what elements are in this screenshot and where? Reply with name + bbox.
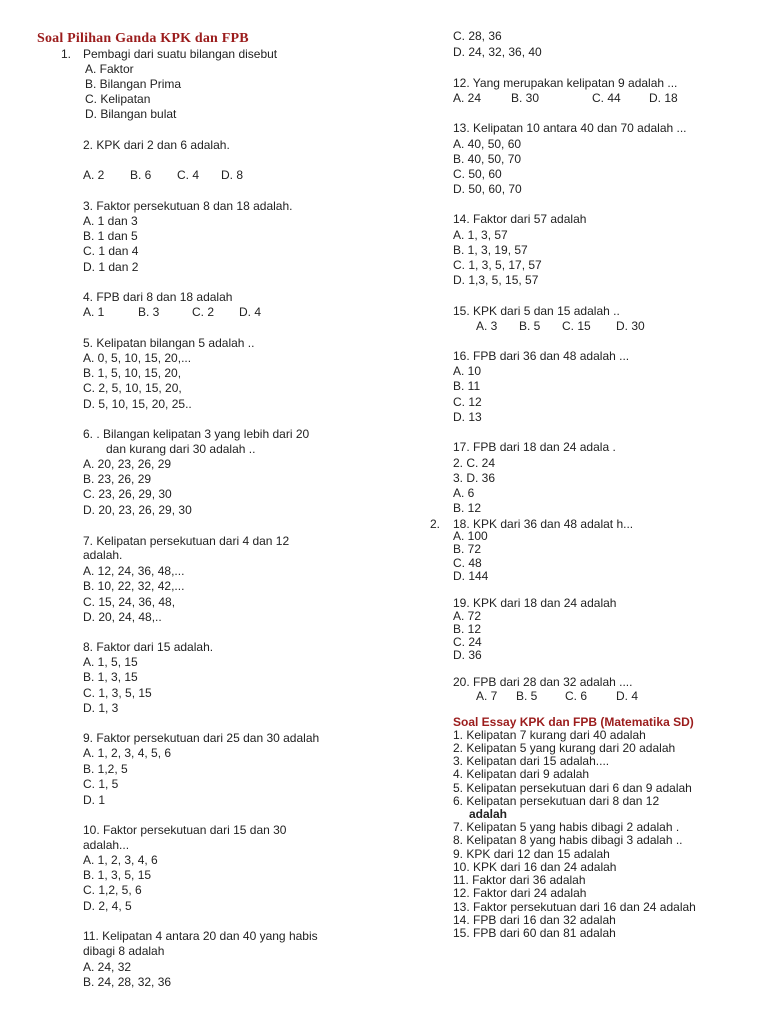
question-17-option-2: 3. D. 36	[453, 471, 496, 485]
question-16-option-a: A. 10	[453, 364, 482, 378]
question-7-option-a: A. 12, 24, 36, 48,...	[83, 564, 185, 578]
question-2-text: 2. KPK dari 2 dan 6 adalah.	[83, 138, 230, 152]
question-17-option-1: 2. C. 24	[453, 456, 496, 470]
question-1-option-c: C. Kelipatan	[85, 92, 151, 106]
question-4-option-c: C. 2	[192, 305, 215, 319]
question-6-option-c: C. 23, 26, 29, 30	[83, 487, 172, 501]
question-20-option-a: A. 7	[476, 689, 498, 703]
question-7-text-cont: adalah.	[83, 548, 123, 562]
question-9-option-b: B. 1,2, 5	[83, 762, 128, 776]
question-4-option-d: D. 4	[239, 305, 262, 319]
question-9-text: 9. Faktor persekutuan dari 25 dan 30 adalah	[83, 731, 320, 745]
question-7-option-d: D. 20, 24, 48,..	[83, 610, 162, 624]
question-17-option-3: A. 6	[453, 486, 475, 500]
essay-item-6-cont: adalah	[469, 807, 508, 821]
essay-item-4: 4. Kelipatan dari 9 adalah	[453, 767, 590, 781]
question-6-option-b: B. 23, 26, 29	[83, 472, 152, 486]
question-6-option-d: D. 20, 23, 26, 29, 30	[83, 503, 192, 517]
question-2-option-c: C. 4	[177, 168, 200, 182]
question-19-option-d: D. 36	[453, 648, 482, 662]
question-3-option-b: B. 1 dan 5	[83, 229, 138, 243]
question-18-number: 2.	[430, 517, 441, 531]
question-2-option-d: D. 8	[221, 168, 244, 182]
question-3-option-a: A. 1 dan 3	[83, 214, 138, 228]
essay-item-6: 6. Kelipatan persekutuan dari 8 dan 12	[453, 794, 660, 808]
question-11-option-c: C. 28, 36	[453, 29, 502, 43]
question-6-option-a: A. 20, 23, 26, 29	[83, 457, 172, 471]
question-16-text: 16. FPB dari 36 dan 48 adalah ...	[453, 349, 630, 363]
question-9-option-a: A. 1, 2, 3, 4, 5, 6	[83, 746, 172, 760]
question-1-number: 1.	[61, 47, 72, 61]
question-10-text-cont: adalah...	[83, 838, 130, 852]
question-5-option-b: B. 1, 5, 10, 15, 20,	[83, 366, 182, 380]
question-16-option-d: D. 13	[453, 410, 482, 424]
essay-item-8: 8. Kelipatan 8 yang habis dibagi 3 adalah ..	[453, 833, 683, 847]
question-11-option-a: A. 24, 32	[83, 960, 132, 974]
question-10-text: 10. Faktor persekutuan dari 15 dan 30	[83, 823, 287, 837]
question-19-option-c: C. 24	[453, 635, 482, 649]
essay-item-15: 15. FPB dari 60 dan 81 adalah	[453, 926, 616, 940]
question-5-option-d: D. 5, 10, 15, 20, 25..	[83, 397, 192, 411]
question-20-option-d: D. 4	[616, 689, 639, 703]
essay-item-7: 7. Kelipatan 5 yang habis dibagi 2 adalah .	[453, 820, 680, 834]
question-16-option-b: B. 11	[453, 379, 481, 393]
question-4-text: 4. FPB dari 8 dan 18 adalah	[83, 290, 233, 304]
question-7-text: 7. Kelipatan persekutuan dari 4 dan 12	[83, 534, 290, 548]
question-15-option-d: D. 30	[616, 319, 645, 333]
question-5-option-c: C. 2, 5, 10, 15, 20,	[83, 381, 182, 395]
question-2-option-a: A. 2	[83, 168, 105, 182]
question-13-text: 13. Kelipatan 10 antara 40 dan 70 adalah ...	[453, 121, 687, 135]
question-18-option-b: B. 72	[453, 542, 482, 556]
question-10-option-c: C. 1,2, 5, 6	[83, 883, 142, 897]
question-6-text-cont: dan kurang dari 30 adalah ..	[106, 442, 256, 456]
question-12-option-d: D. 18	[649, 91, 678, 105]
question-10-option-b: B. 1, 3, 5, 15	[83, 868, 152, 882]
question-15-option-b: B. 5	[519, 319, 541, 333]
question-11-text: 11. Kelipatan 4 antara 20 dan 40 yang habis	[83, 929, 318, 943]
question-17-option-4: B. 12	[453, 501, 482, 515]
question-8-option-c: C. 1, 3, 5, 15	[83, 686, 152, 700]
question-17-text: 17. FPB dari 18 dan 24 adala .	[453, 440, 616, 454]
essay-item-3: 3. Kelipatan dari 15 adalah....	[453, 754, 610, 768]
essay-item-12: 12. Faktor dari 24 adalah	[453, 886, 587, 900]
question-13-option-c: C. 50, 60	[453, 167, 502, 181]
question-1-option-a: A. Faktor	[85, 62, 134, 76]
question-19-text: 19. KPK dari 18 dan 24 adalah	[453, 596, 617, 610]
question-5-option-a: A. 0, 5, 10, 15, 20,...	[83, 351, 192, 365]
title: Soal Pilihan Ganda KPK dan FPB	[37, 31, 249, 46]
question-11-text-cont: dibagi 8 adalah	[83, 944, 165, 958]
question-8-option-a: A. 1, 5, 15	[83, 655, 138, 669]
essay-item-5: 5. Kelipatan persekutuan dari 6 dan 9 adalah	[453, 781, 692, 795]
question-10-option-d: D. 2, 4, 5	[83, 899, 132, 913]
question-3-option-d: D. 1 dan 2	[83, 260, 139, 274]
question-12-option-c: C. 44	[592, 91, 621, 105]
question-18-option-d: D. 144	[453, 569, 489, 583]
question-5-text: 5. Kelipatan bilangan 5 adalah ..	[83, 336, 255, 350]
question-14-text: 14. Faktor dari 57 adalah	[453, 212, 587, 226]
question-14-option-a: A. 1, 3, 57	[453, 228, 508, 242]
question-18-text: 18. KPK dari 36 dan 48 adalat h...	[453, 517, 634, 531]
question-18-option-a: A. 100	[453, 529, 488, 543]
question-14-option-b: B. 1, 3, 19, 57	[453, 243, 528, 257]
question-1-option-d: D. Bilangan bulat	[85, 107, 177, 121]
question-11-option-b: B. 24, 28, 32, 36	[83, 975, 172, 989]
question-8-option-b: B. 1, 3, 15	[83, 670, 138, 684]
question-20-text: 20. FPB dari 28 dan 32 adalah ....	[453, 675, 633, 689]
question-9-option-d: D. 1	[83, 793, 106, 807]
question-1-option-b: B. Bilangan Prima	[85, 77, 182, 91]
question-20-option-b: B. 5	[516, 689, 538, 703]
question-2-option-b: B. 6	[130, 168, 152, 182]
question-14-option-c: C. 1, 3, 5, 17, 57	[453, 258, 542, 272]
question-4-option-b: B. 3	[138, 305, 160, 319]
question-18-option-c: C. 48	[453, 556, 482, 570]
question-13-option-d: D. 50, 60, 70	[453, 182, 522, 196]
question-9-option-c: C. 1, 5	[83, 777, 119, 791]
question-1-text: Pembagi dari suatu bilangan disebut	[83, 47, 278, 61]
question-12-option-b: B. 30	[511, 91, 540, 105]
question-19-option-b: B. 12	[453, 622, 482, 636]
question-11-option-d: D. 24, 32, 36, 40	[453, 45, 542, 59]
question-7-option-c: C. 15, 24, 36, 48,	[83, 595, 176, 609]
question-3-option-c: C. 1 dan 4	[83, 244, 139, 258]
essay-item-2: 2. Kelipatan 5 yang kurang dari 20 adalah	[453, 741, 676, 755]
essay-item-13: 13. Faktor persekutuan dari 16 dan 24 adalah	[453, 900, 696, 914]
question-16-option-c: C. 12	[453, 395, 482, 409]
question-13-option-b: B. 40, 50, 70	[453, 152, 522, 166]
question-8-text: 8. Faktor dari 15 adalah.	[83, 640, 214, 654]
question-8-option-d: D. 1, 3	[83, 701, 119, 715]
question-10-option-a: A. 1, 2, 3, 4, 6	[83, 853, 158, 867]
question-13-option-a: A. 40, 50, 60	[453, 137, 522, 151]
question-15-option-a: A. 3	[476, 319, 498, 333]
question-15-option-c: C. 15	[562, 319, 591, 333]
essay-item-9: 9. KPK dari 12 dan 15 adalah	[453, 847, 610, 861]
question-3-text: 3. Faktor persekutuan 8 dan 18 adalah.	[83, 199, 293, 213]
question-19-option-a: A. 72	[453, 609, 482, 623]
question-7-option-b: B. 10, 22, 32, 42,...	[83, 579, 185, 593]
essay-title: Soal Essay KPK dan FPB (Matematika SD)	[453, 715, 694, 729]
question-12-option-a: A. 24	[453, 91, 482, 105]
question-15-text: 15. KPK dari 5 dan 15 adalah ..	[453, 304, 620, 318]
essay-item-1: 1. Kelipatan 7 kurang dari 40 adalah	[453, 728, 646, 742]
question-14-option-d: D. 1,3, 5, 15, 57	[453, 273, 539, 287]
essay-item-10: 10. KPK dari 16 dan 24 adalah	[453, 860, 617, 874]
question-6-text: 6. . Bilangan kelipatan 3 yang lebih dari 20	[83, 427, 310, 441]
question-4-option-a: A. 1	[83, 305, 105, 319]
essay-item-14: 14. FPB dari 16 dan 32 adalah	[453, 913, 616, 927]
question-20-option-c: C. 6	[565, 689, 588, 703]
essay-item-11: 11. Faktor dari 36 adalah	[453, 873, 586, 887]
question-12-text: 12. Yang merupakan kelipatan 9 adalah ...	[453, 76, 678, 90]
